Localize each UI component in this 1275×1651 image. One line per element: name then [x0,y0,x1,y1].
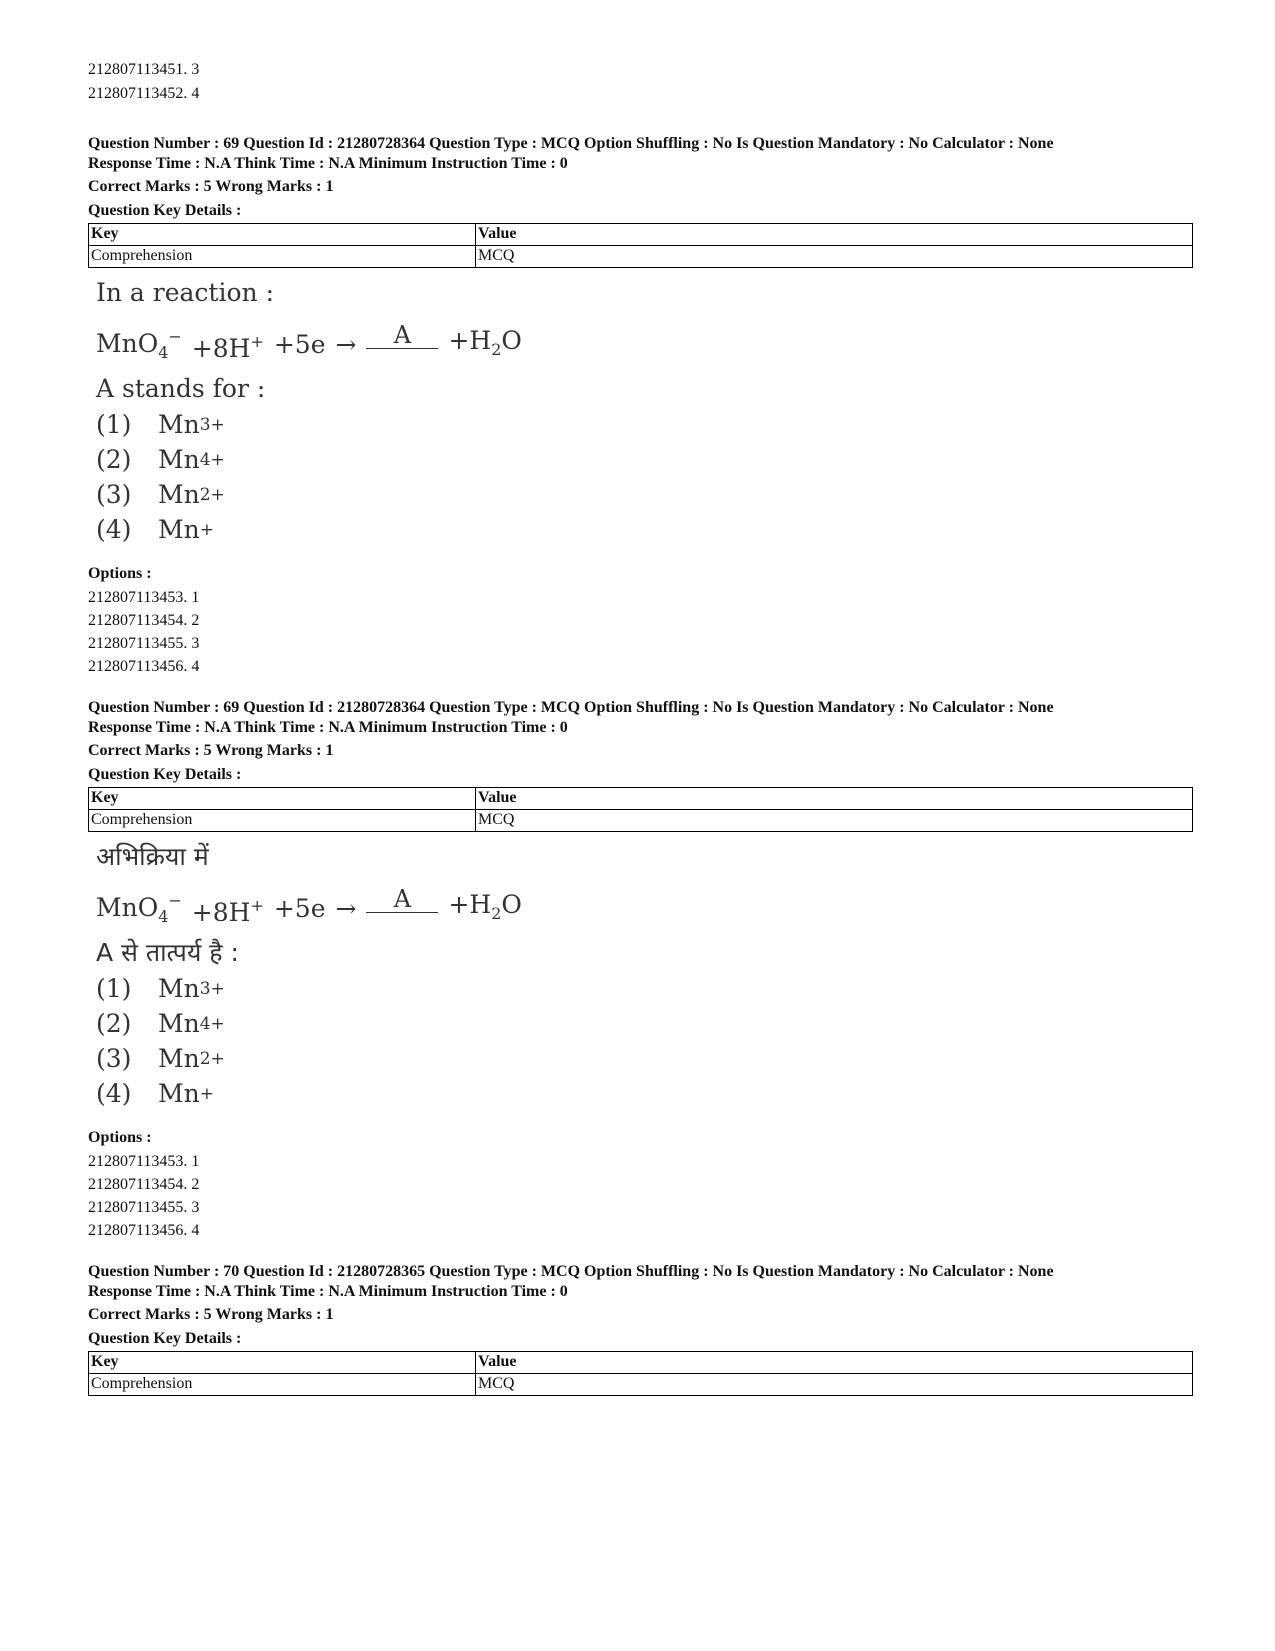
question-image [96,276,1193,548]
cell-key: Comprehension [89,246,476,268]
table-header-row [89,1352,1193,1374]
header-key: Key [89,788,476,810]
header-key: Key [89,224,476,246]
choice-item: (2) Mn 4+ [96,445,225,474]
question-marks: Correct Marks : 5 Wrong Marks : 1 [88,1306,334,1323]
question-meta-line2: Response Time : N.A Think Time : N.A Minimum Instruction Time : 0 [88,1283,568,1300]
table-row [89,810,1193,832]
equation-reactant: MnO$_4$− [96,327,182,362]
question-block-2 [88,698,1193,1242]
options-title: Options : [88,565,152,582]
header-key: Key [89,1352,476,1374]
option-line: 212807113453. 1 [88,1153,200,1170]
equation-hydrogen: +8H+ [191,895,264,927]
question-meta-line2: Response Time : N.A Think Time : N.A Minimum Instruction Time : 0 [88,719,568,736]
question-marks: Correct Marks : 5 Wrong Marks : 1 [88,742,334,759]
question-ask: A stands for : [96,374,266,403]
table-header-row [89,788,1193,810]
table-row [89,1374,1193,1396]
header-value: Value [476,1352,1193,1374]
choice-item: (4) Mn + [96,1079,214,1108]
equation-blank: A [366,886,438,913]
document-page [88,58,1193,1396]
choice-item: (4) Mn + [96,515,214,544]
question-block-3 [88,1262,1193,1396]
cell-key: Comprehension [89,810,476,832]
option-line: 212807113452. 4 [88,85,200,102]
top-options-list [88,58,1193,106]
equation-electrons: +5e [273,330,326,359]
cell-key: Comprehension [89,1374,476,1396]
equation-reactant: MnO$_4$− [96,891,182,926]
question-meta-line1: Question Number : 69 Question Id : 21280728364 Question Type : MCQ Option Shuffling : No Is Question Mandatory : No Calculator : None [88,699,1054,716]
cell-value: MCQ [476,246,1193,268]
cell-value: MCQ [476,810,1193,832]
choice-item: (1) Mn 3+ [96,974,225,1003]
key-details-title: Question Key Details : [88,766,242,783]
cell-value: MCQ [476,1374,1193,1396]
question-marks: Correct Marks : 5 Wrong Marks : 1 [88,178,334,195]
question-meta-line1: Question Number : 70 Question Id : 21280728365 Question Type : MCQ Option Shuffling : No Is Question Mandatory : No Calculator : None [88,1263,1054,1280]
question-ask: A से तात्पर्य है : [96,938,239,967]
equation-hydrogen: +8H+ [191,331,264,363]
question-meta-line1: Question Number : 69 Question Id : 21280728364 Question Type : MCQ Option Shuffling : No Is Question Mandatory : No Calculator : None [88,135,1054,152]
equation-electrons: +5e [273,894,326,923]
key-details-title: Question Key Details : [88,202,242,219]
equation-blank: A [366,322,438,349]
question-image [96,840,1193,1112]
choice-item: (3) Mn 2+ [96,480,225,509]
choice-item: (2) Mn 4+ [96,1009,225,1038]
equation-water: $+H_2O$ [448,889,522,923]
equation-water: $+H_2O$ [448,325,522,359]
option-line: 212807113454. 2 [88,1176,200,1193]
arrow-icon: → [335,894,357,923]
option-line: 212807113454. 2 [88,612,200,629]
key-details-table [88,787,1193,832]
key-details-table [88,1351,1193,1396]
question-intro: अभिक्रिया में [96,842,209,871]
option-line: 212807113453. 1 [88,589,200,606]
choice-item: (1) Mn 3+ [96,410,225,439]
chemical-equation [96,876,1193,936]
table-row [89,246,1193,268]
header-value: Value [476,224,1193,246]
option-line: 212807113455. 3 [88,1199,200,1216]
question-block-1 [88,134,1193,678]
key-details-title: Question Key Details : [88,1330,242,1347]
question-meta-line2: Response Time : N.A Think Time : N.A Minimum Instruction Time : 0 [88,155,568,172]
arrow-icon: → [335,330,357,359]
option-line: 212807113451. 3 [88,61,200,78]
question-intro: In a reaction : [96,278,274,307]
chemical-equation [96,312,1193,372]
option-line: 212807113456. 4 [88,1222,200,1239]
option-line: 212807113455. 3 [88,635,200,652]
header-value: Value [476,788,1193,810]
choice-item: (3) Mn 2+ [96,1044,225,1073]
options-title: Options : [88,1129,152,1146]
option-line: 212807113456. 4 [88,658,200,675]
key-details-table [88,223,1193,268]
table-header-row [89,224,1193,246]
